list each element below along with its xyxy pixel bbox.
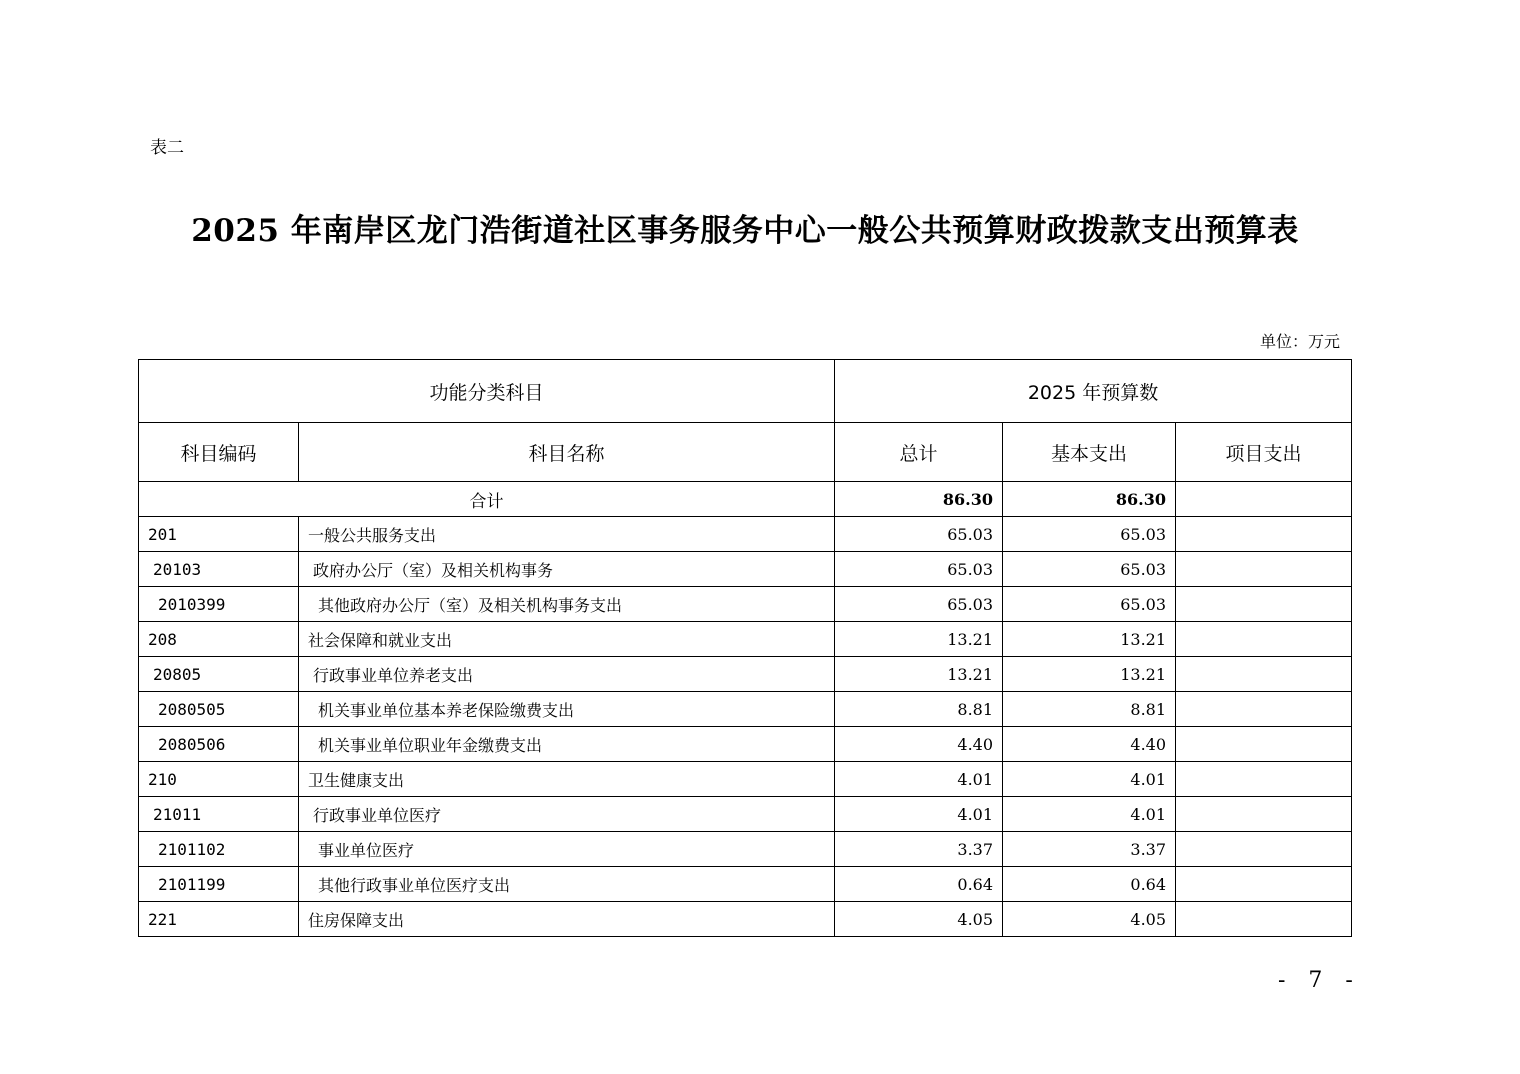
row-project	[1176, 692, 1352, 727]
row-code: 2080506	[139, 727, 299, 762]
header-budget-2025: 2025 年预算数	[835, 360, 1352, 423]
row-basic: 0.64	[1003, 867, 1176, 902]
table-row	[139, 517, 1352, 552]
table-label: 表二	[150, 138, 184, 158]
table-row	[139, 622, 1352, 657]
table-row	[139, 797, 1352, 832]
row-total: 0.64	[835, 867, 1003, 902]
row-basic: 8.81	[1003, 692, 1176, 727]
row-basic: 4.05	[1003, 902, 1176, 937]
page-title: 2025 年南岸区龙门浩街道社区事务服务中心一般公共预算财政拨款支出预算表	[191, 213, 1299, 249]
row-basic: 65.03	[1003, 517, 1176, 552]
total-total: 86.30	[835, 482, 1003, 517]
row-name: 其他政府办公厅（室）及相关机构事务支出	[299, 587, 835, 622]
header-total: 总计	[835, 423, 1003, 482]
row-code: 201	[139, 517, 299, 552]
row-project	[1176, 552, 1352, 587]
table-row	[139, 552, 1352, 587]
row-name: 行政事业单位养老支出	[299, 657, 835, 692]
table-row	[139, 902, 1352, 937]
row-total: 4.05	[835, 902, 1003, 937]
row-code: 2101199	[139, 867, 299, 902]
total-label: 合计	[139, 482, 835, 517]
budget-table	[138, 359, 1352, 937]
row-basic: 13.21	[1003, 657, 1176, 692]
row-total: 4.01	[835, 762, 1003, 797]
row-name: 行政事业单位医疗	[299, 797, 835, 832]
row-total: 8.81	[835, 692, 1003, 727]
row-code: 20103	[139, 552, 299, 587]
row-basic: 4.40	[1003, 727, 1176, 762]
row-basic: 4.01	[1003, 797, 1176, 832]
row-code: 221	[139, 902, 299, 937]
header-code: 科目编码	[139, 423, 299, 482]
row-project	[1176, 832, 1352, 867]
row-project	[1176, 902, 1352, 937]
row-project	[1176, 517, 1352, 552]
row-project	[1176, 797, 1352, 832]
row-code: 2010399	[139, 587, 299, 622]
row-code: 20805	[139, 657, 299, 692]
row-project	[1176, 867, 1352, 902]
table-row	[139, 832, 1352, 867]
row-code: 21011	[139, 797, 299, 832]
table-row	[139, 692, 1352, 727]
row-basic: 65.03	[1003, 587, 1176, 622]
row-total: 65.03	[835, 552, 1003, 587]
table-row	[139, 762, 1352, 797]
row-total: 13.21	[835, 622, 1003, 657]
row-total: 13.21	[835, 657, 1003, 692]
header-function-category: 功能分类科目	[139, 360, 835, 423]
header-row-columns	[139, 423, 1352, 482]
row-name: 事业单位医疗	[299, 832, 835, 867]
row-code: 2101102	[139, 832, 299, 867]
row-name: 一般公共服务支出	[299, 517, 835, 552]
row-name: 其他行政事业单位医疗支出	[299, 867, 835, 902]
row-project	[1176, 727, 1352, 762]
unit-label: 单位：万元	[1259, 332, 1340, 351]
row-name: 政府办公厅（室）及相关机构事务	[299, 552, 835, 587]
table-row	[139, 587, 1352, 622]
table-row	[139, 727, 1352, 762]
row-name: 机关事业单位职业年金缴费支出	[299, 727, 835, 762]
row-basic: 13.21	[1003, 622, 1176, 657]
row-total: 3.37	[835, 832, 1003, 867]
total-basic: 86.30	[1003, 482, 1176, 517]
table-row	[139, 867, 1352, 902]
total-project	[1176, 482, 1352, 517]
row-name: 机关事业单位基本养老保险缴费支出	[299, 692, 835, 727]
header-basic: 基本支出	[1003, 423, 1176, 482]
row-name: 住房保障支出	[299, 902, 835, 937]
row-code: 2080505	[139, 692, 299, 727]
header-row-group	[139, 360, 1352, 423]
row-basic: 65.03	[1003, 552, 1176, 587]
row-name: 卫生健康支出	[299, 762, 835, 797]
page-number: - 7 -	[1278, 968, 1361, 993]
row-project	[1176, 762, 1352, 797]
row-code: 208	[139, 622, 299, 657]
row-project	[1176, 622, 1352, 657]
row-basic: 3.37	[1003, 832, 1176, 867]
table-row	[139, 657, 1352, 692]
row-name: 社会保障和就业支出	[299, 622, 835, 657]
row-total: 65.03	[835, 517, 1003, 552]
row-total: 4.01	[835, 797, 1003, 832]
row-code: 210	[139, 762, 299, 797]
row-total: 4.40	[835, 727, 1003, 762]
row-basic: 4.01	[1003, 762, 1176, 797]
row-total: 65.03	[835, 587, 1003, 622]
total-row	[139, 482, 1352, 517]
row-project	[1176, 587, 1352, 622]
header-name: 科目名称	[299, 423, 835, 482]
row-project	[1176, 657, 1352, 692]
header-project: 项目支出	[1176, 423, 1352, 482]
